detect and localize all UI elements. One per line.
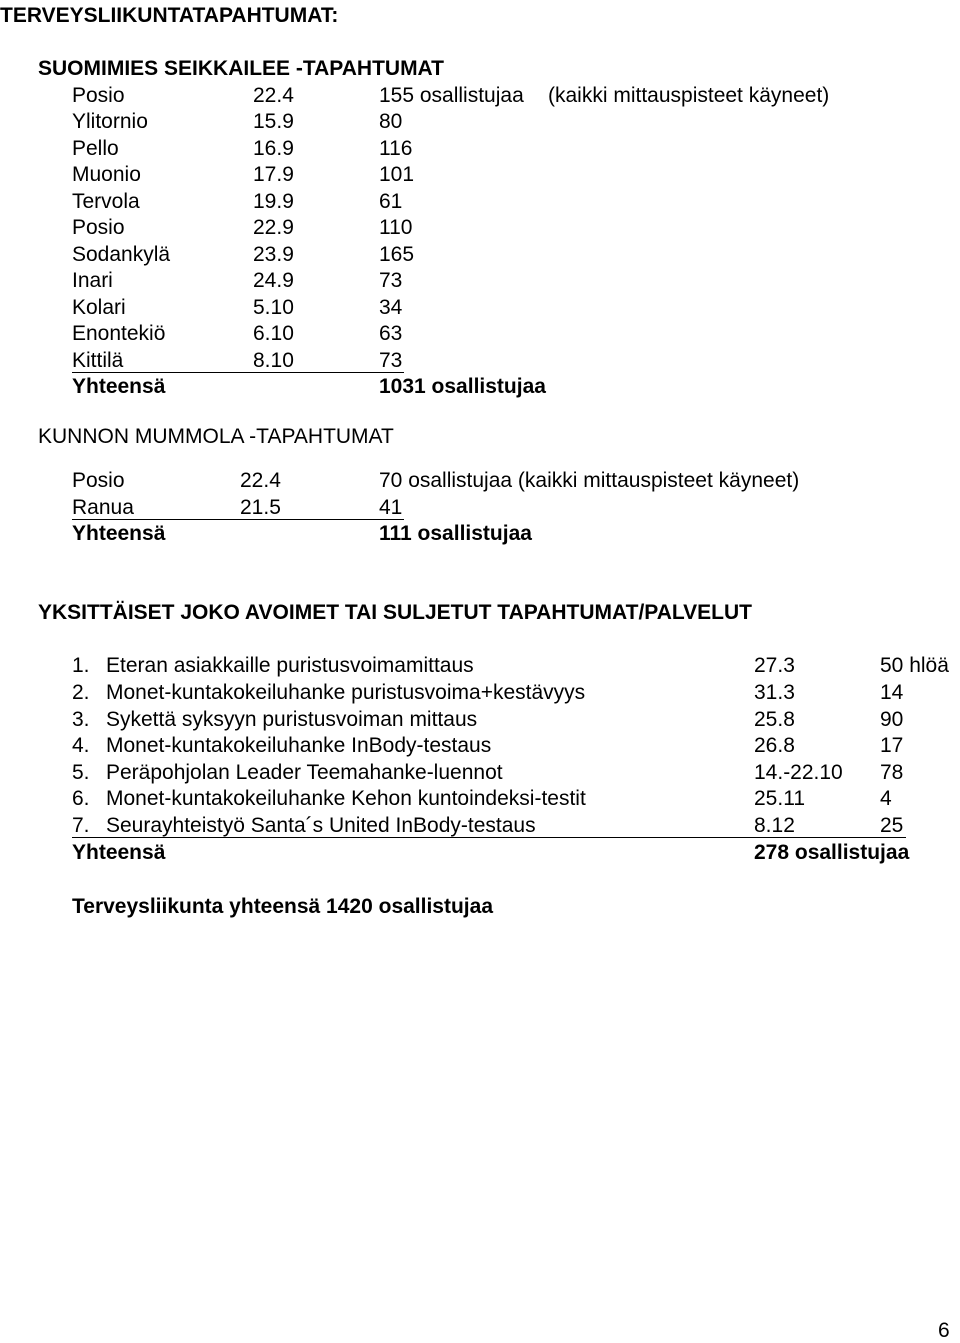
date-cell: 6.10 xyxy=(253,322,294,345)
name-cell: Monet-kuntakokeiluhanke InBody-testaus xyxy=(106,734,492,757)
total-value: 111 osallistujaa xyxy=(379,522,532,545)
count-cell: 110 xyxy=(379,216,413,239)
grand-total: Terveysliikunta yhteensä 1420 osallistujaa xyxy=(72,895,493,918)
place-cell: Inari xyxy=(72,269,113,292)
date-cell: 25.8 xyxy=(754,708,795,731)
date-cell: 23.9 xyxy=(253,243,294,266)
date-cell: 17.9 xyxy=(253,163,294,186)
name-cell: Monet-kuntakokeiluhanke Kehon kuntoindeksi-testit xyxy=(106,787,586,810)
name-cell: Monet-kuntakokeiluhanke puristusvoima+kestävyys xyxy=(106,681,586,704)
date-cell: 25.11 xyxy=(754,787,805,810)
date-cell: 14.-22.10 xyxy=(754,761,843,784)
count-cell: 78 xyxy=(880,761,904,784)
date-cell: 24.9 xyxy=(253,269,294,292)
place-cell: Kittilä xyxy=(72,349,124,372)
count-cell: 101 xyxy=(379,163,415,186)
date-cell: 22.4 xyxy=(253,84,294,107)
place-cell: Posio xyxy=(72,469,125,492)
page-number: 6 xyxy=(938,1319,950,1342)
place-cell: Sodankylä xyxy=(72,243,171,266)
total-label: Yhteensä xyxy=(72,841,166,864)
count-cell: 17 xyxy=(880,734,904,757)
yksittaiset-heading: YKSITTÄISET JOKO AVOIMET TAI SULJETUT TAPAHTUMAT/PALVELUT xyxy=(38,601,752,624)
row-underline xyxy=(72,372,404,373)
count-cell: 70 osallistujaa (kaikki mittauspisteet käyneet) xyxy=(379,469,800,492)
count-cell: 61 xyxy=(379,190,403,213)
number-cell: 1. xyxy=(72,654,90,677)
place-cell: Tervola xyxy=(72,190,140,213)
name-cell: Sykettä syksyyn puristusvoiman mittaus xyxy=(106,708,478,731)
number-cell: 3. xyxy=(72,708,90,731)
name-cell: Eteran asiakkaille puristusvoimamittaus xyxy=(106,654,474,677)
date-cell: 16.9 xyxy=(253,137,294,160)
date-cell: 31.3 xyxy=(754,681,795,704)
date-cell: 21.5 xyxy=(240,496,281,519)
place-cell: Ylitornio xyxy=(72,110,148,133)
page-title: TERVEYSLIIKUNTATAPAHTUMAT: xyxy=(0,4,339,27)
place-cell: Muonio xyxy=(72,163,141,186)
count-cell: 25 xyxy=(880,814,904,837)
count-cell: 14 xyxy=(880,681,904,704)
total-label: Yhteensä xyxy=(72,522,166,545)
date-cell: 8.12 xyxy=(754,814,795,837)
total-label: Yhteensä xyxy=(72,375,166,398)
count-cell: 34 xyxy=(379,296,403,319)
name-cell: Peräpohjolan Leader Teemahanke-luennot xyxy=(106,761,503,784)
number-cell: 2. xyxy=(72,681,90,704)
date-cell: 8.10 xyxy=(253,349,294,372)
count-cell: 50 hlöä xyxy=(880,654,949,677)
number-cell: 5. xyxy=(72,761,90,784)
count-cell: 4 xyxy=(880,787,892,810)
place-cell: Ranua xyxy=(72,496,134,519)
count-cell: 73 xyxy=(379,269,403,292)
place-cell: Enontekiö xyxy=(72,322,166,345)
total-value: 278 osallistujaa xyxy=(754,841,910,864)
count-cell: 90 xyxy=(880,708,904,731)
count-cell: 41 xyxy=(379,496,403,519)
date-cell: 19.9 xyxy=(253,190,294,213)
number-cell: 6. xyxy=(72,787,90,810)
number-cell: 7. xyxy=(72,814,90,837)
place-cell: Posio xyxy=(72,84,125,107)
name-cell: Seurayhteistyö Santa´s United InBody-testaus xyxy=(106,814,536,837)
date-cell: 15.9 xyxy=(253,110,294,133)
count-cell: 116 xyxy=(379,137,413,160)
place-cell: Kolari xyxy=(72,296,126,319)
place-cell: Posio xyxy=(72,216,125,239)
kunnon-heading: KUNNON MUMMOLA -TAPAHTUMAT xyxy=(38,425,394,448)
row-underline xyxy=(72,837,906,838)
count-cell: 73 xyxy=(379,349,403,372)
count-cell: 63 xyxy=(379,322,403,345)
count-cell: 80 xyxy=(379,110,403,133)
note-cell: (kaikki mittauspisteet käyneet) xyxy=(548,84,830,107)
count-cell: 155 osallistujaa xyxy=(379,84,524,107)
date-cell: 22.4 xyxy=(240,469,281,492)
number-cell: 4. xyxy=(72,734,90,757)
count-cell: 165 xyxy=(379,243,415,266)
place-cell: Pello xyxy=(72,137,119,160)
suomimies-heading: SUOMIMIES SEIKKAILEE -TAPAHTUMAT xyxy=(38,57,444,80)
date-cell: 5.10 xyxy=(253,296,294,319)
date-cell: 27.3 xyxy=(754,654,795,677)
row-underline xyxy=(72,519,404,520)
date-cell: 26.8 xyxy=(754,734,795,757)
date-cell: 22.9 xyxy=(253,216,294,239)
total-value: 1031 osallistujaa xyxy=(379,375,546,398)
